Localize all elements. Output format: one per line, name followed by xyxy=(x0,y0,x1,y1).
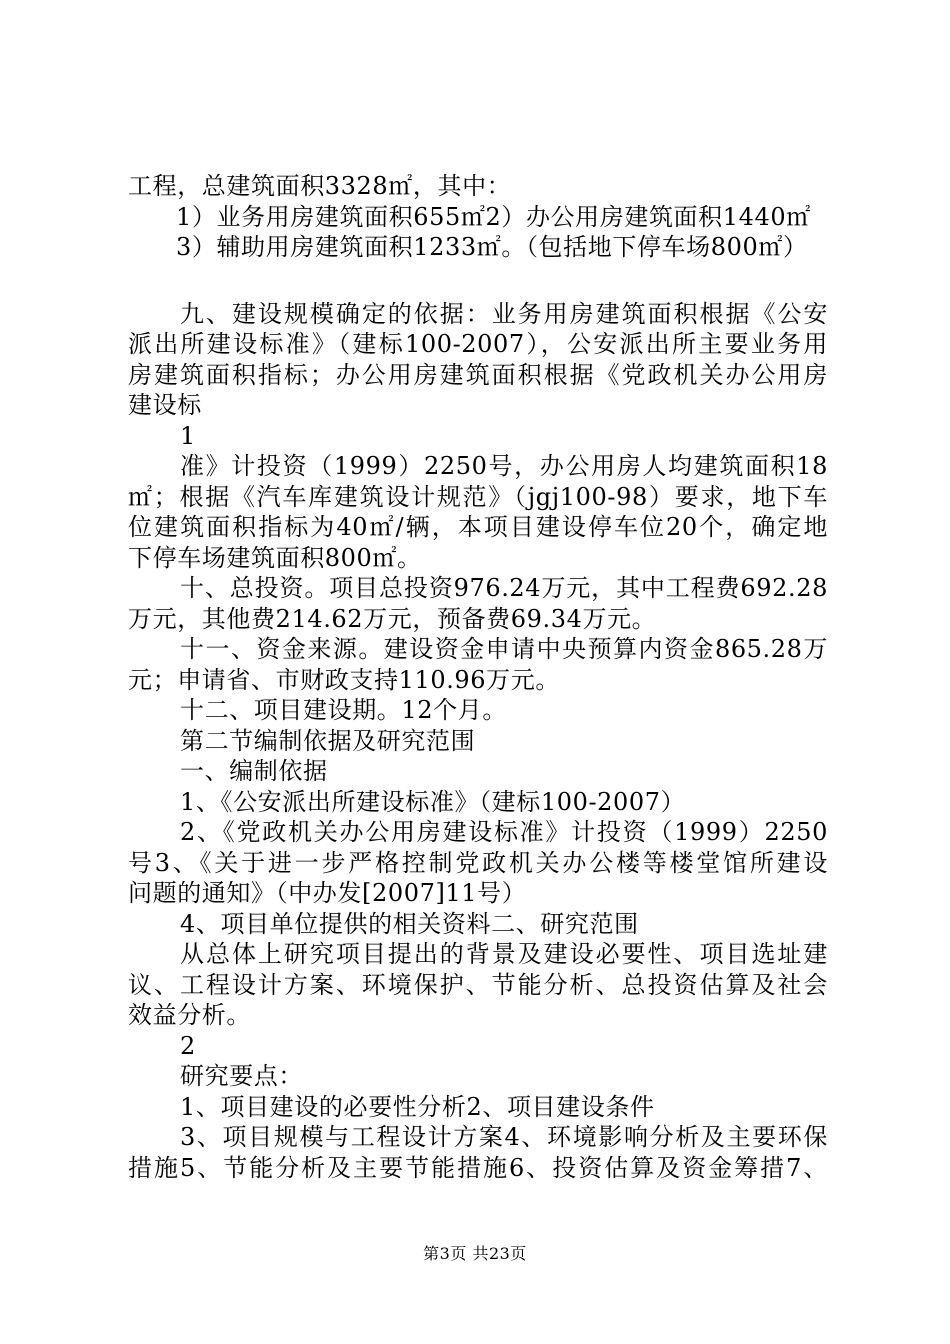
paragraph-gap xyxy=(128,263,828,299)
text-line: 3）辅助用房建筑面积1233㎡。（包括地下停车场800㎡） xyxy=(176,233,808,261)
text-line: 位建筑面积指标为40㎡/辆，本项目建设停车位20个，确定地 xyxy=(128,513,828,541)
text-line: 1）业务用房建筑面积655㎡2）办公用房建筑面积1440㎡ xyxy=(176,202,811,231)
text-line: 1、项目建设的必要性分析2、项目建设条件 xyxy=(180,1092,655,1121)
page-footer xyxy=(0,1244,950,1264)
text-line: 派出所建设标准》（建标100-2007），公安派出所主要业务用 xyxy=(128,330,828,358)
text-line: ㎡；根据《汽车库建筑设计规范》（jgj100-98）要求，地下车 xyxy=(128,482,828,511)
page-number-inline: 1 xyxy=(180,421,196,450)
text-line: 号3、《关于进一步严格控制党政机关办公楼等楼堂馆所建设 xyxy=(128,848,828,877)
page-indicator: 第3页 共23页 xyxy=(423,1244,527,1263)
text-line: 研究要点： xyxy=(180,1062,303,1090)
subsection-heading: 一、编制依据 xyxy=(180,757,328,785)
section-heading: 第二节编制依据及研究范围 xyxy=(180,726,476,755)
text-line: 措施5、节能分析及主要节能措施6、投资估算及资金筹措7、 xyxy=(128,1153,828,1182)
text-line: 工程，总建筑面积3328㎡，其中： xyxy=(128,172,512,200)
text-line: 建设标 xyxy=(128,391,202,419)
text-line: 从总体上研究项目提出的背景及建设必要性、项目选址建 xyxy=(180,940,828,968)
page-number-inline: 2 xyxy=(180,1031,196,1060)
text-line: 1、《公安派出所建设标准》（建标100-2007） xyxy=(180,787,686,816)
text-line: 元；申请省、市财政支持110.96万元。 xyxy=(128,665,560,694)
text-line: 4、项目单位提供的相关资料二、研究范围 xyxy=(180,909,639,938)
text-line: 十二、项目建设期。12个月。 xyxy=(180,696,507,724)
document-body xyxy=(128,171,828,1183)
text-line: 3、项目规模与工程设计方案4、环境影响分析及主要环保 xyxy=(180,1123,828,1151)
text-line: 效益分析。 xyxy=(128,1001,251,1029)
text-line: 九、建设规模确定的依据：业务用房建筑面积根据《公安 xyxy=(180,299,828,328)
text-line: 十一、资金来源。建设资金申请中央预算内资金865.28万 xyxy=(180,635,828,663)
text-line: 万元，其他费214.62万元，预备费69.34万元。 xyxy=(128,604,657,633)
text-line: 议、工程设计方案、环境保护、节能分析、总投资估算及社会 xyxy=(128,970,828,999)
text-line: 准》计投资（1999）2250号，办公用房人均建筑面积18 xyxy=(180,452,828,480)
text-line: 问题的通知》（中办发[2007]11号） xyxy=(128,879,527,907)
text-line: 2、《党政机关办公用房建设标准》计投资（1999）2250 xyxy=(180,818,828,846)
text-line: 十、总投资。项目总投资976.24万元，其中工程费692.28 xyxy=(180,574,828,602)
text-line: 下停车场建筑面积800㎡。 xyxy=(128,543,422,572)
text-line: 房建筑面积指标；办公用房建筑面积根据《党政机关办公用房 xyxy=(128,360,828,389)
